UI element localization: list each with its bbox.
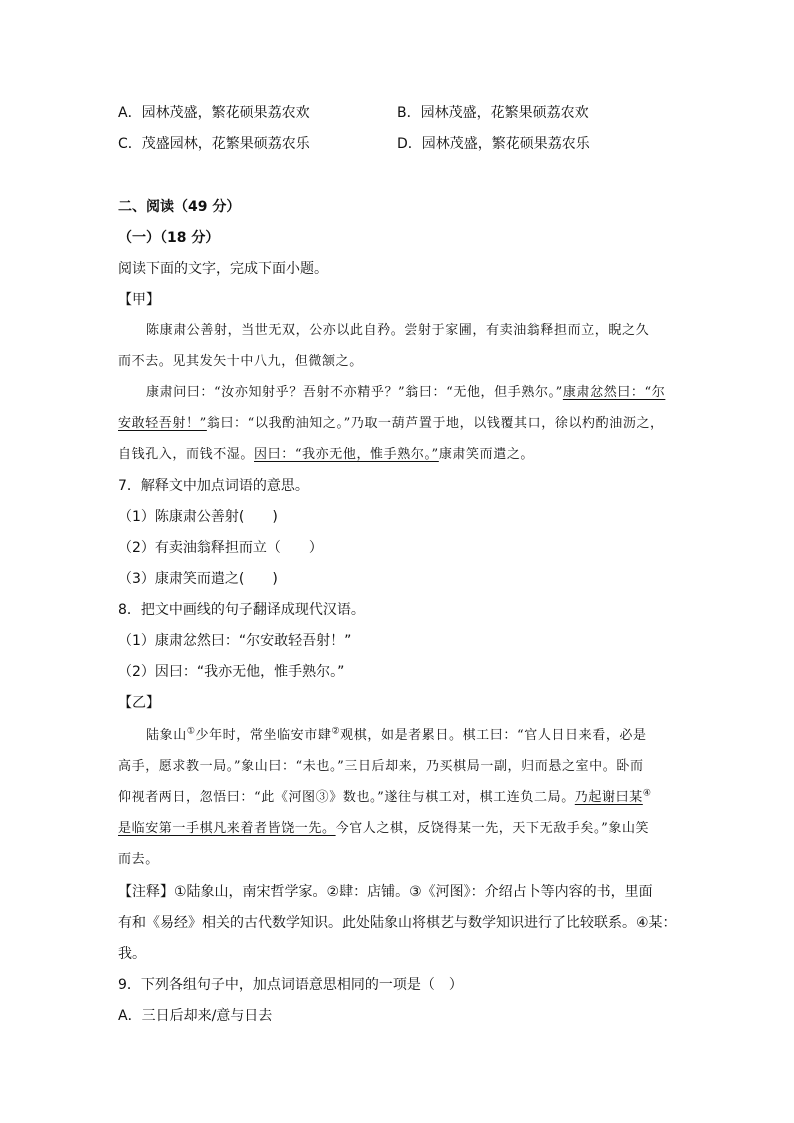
option-a: A．园林茂盛，繁花硕果荔农欢 (118, 105, 310, 121)
yi-text: 今官人之棋，反饶得某一先，天下无敌手矣。”象山笑 (335, 821, 650, 836)
jia-label: 【甲】 (118, 292, 160, 308)
footnote-marker: ② (331, 726, 341, 737)
underlined-sentence: 安敢轻吾射！” (118, 416, 207, 431)
option-c: C．茂盛园林，花繁果硕荔农乐 (118, 136, 310, 152)
part-title: （一）（18 分） (118, 230, 220, 246)
footnote-marker: ④ (642, 788, 652, 799)
instruction: 阅读下面的文字，完成下面小题。 (118, 261, 328, 277)
jia-passage-line (118, 414, 664, 434)
question-9-option-a: A．三日后却来/意与日去 (118, 1008, 273, 1024)
jia-passage-line (146, 383, 665, 403)
question-8: 8．把文中画线的句子翻译成现代汉语。 (118, 602, 365, 618)
option-b: B．园林茂盛，花繁果硕荔农欢 (397, 105, 589, 121)
notes-line: 【注释】①陆象山，南宋哲学家。②肆：店铺。③《河图》：介绍占卜等内容的书，里面 (118, 884, 653, 900)
yi-passage-line (118, 788, 651, 808)
yi-label: 【乙】 (118, 695, 160, 711)
jia-passage-line (118, 445, 534, 465)
option-d: D．园林茂盛，繁花硕果荔农乐 (397, 136, 590, 152)
question-8-item: （2）因曰：“我亦无他，惟手熟尔。” (118, 664, 345, 680)
jia-text: 翁曰：“以我酌油知之。”乃取一葫芦置于地，以钱覆其口，徐以杓酌油沥之， (206, 416, 664, 431)
question-8-item: （1）康肃忿然曰：“尔安敢轻吾射！” (118, 633, 352, 649)
yi-text: 仰视者两日，忽悟曰：“此《河图③》数也。”遂往与棋工对，棋工连负二局。 (118, 790, 575, 805)
jia-passage-line: 陈康肃公善射，当世无双，公亦以此自矜。尝射于家圃，有卖油翁释担而立，睨之久 (146, 323, 650, 338)
underlined-sentence: 是临安第一手棋凡来着者皆饶一先。 (118, 821, 336, 836)
jia-passage-line: 而不去。见其发矢十中八九，但微颔之。 (118, 354, 363, 369)
question-9: 9．下列各组句子中，加点词语意思相同的一项是（ ） (118, 977, 463, 993)
underlined-sentence: 因曰：“我亦无他，惟手熟尔。” (254, 447, 439, 462)
jia-text: 康肃笑而遣之。 (438, 447, 535, 462)
notes-line: 我。 (118, 946, 146, 962)
yi-text: 少年时，常坐临安市肆 (195, 728, 332, 743)
yi-passage-line (146, 726, 647, 746)
underlined-sentence: 康肃忿然曰：“尔 (562, 385, 666, 400)
footnote-marker: ① (186, 726, 196, 737)
yi-passage-line: 高手，愿求教一局。”象山曰：“未也。”三日后却来，乃买棋局一副，归而悬之室中。卧而 (118, 759, 644, 774)
notes-line: 有和《易经》相关的古代数学知识。此处陆象山将棋艺与数学知识进行了比较联系。④某： (118, 915, 677, 931)
question-7: 7．解释文中加点词语的意思。 (118, 478, 309, 494)
question-7-item: （2）有卖油翁释担而立（ ） (118, 540, 323, 556)
jia-text: 自钱孔入，而钱不湿。 (118, 447, 255, 462)
underlined-sentence: 乃起谢曰某 (574, 790, 643, 805)
yi-passage-line: 而去。 (118, 852, 159, 867)
section-title: 二、阅读（49 分） (118, 199, 241, 215)
yi-text: 陆象山 (146, 728, 187, 743)
jia-text: 康肃问曰：“汝亦知射乎？吾射不亦精乎？”翁曰：“无他，但手熟尔。” (146, 385, 563, 400)
question-7-item: （3）康肃笑而遣之( ) (118, 571, 278, 587)
yi-text: 观棋，如是者累日。棋工曰：“官人日日来看，必是 (340, 728, 647, 743)
question-7-item: （1）陈康肃公善射( ) (118, 509, 278, 525)
yi-passage-line (118, 819, 649, 839)
